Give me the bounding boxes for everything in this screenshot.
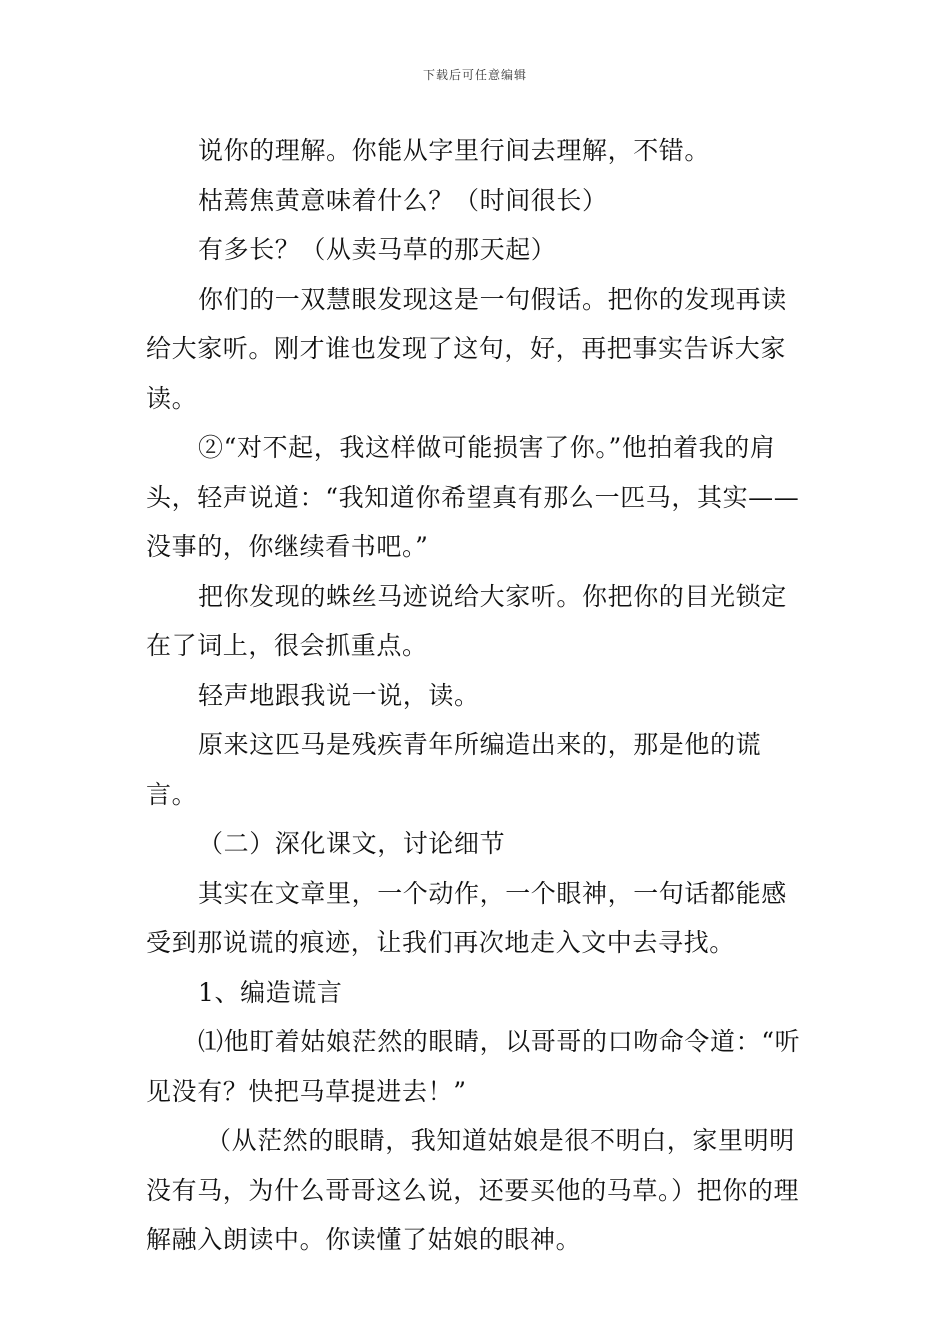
paragraph: （从茫然的眼睛，我知道姑娘是很不明白，家里明明没有马，为什么哥哥这么说，还要买他的马草。）把你的理解融入朗读中。你读懂了姑娘的眼神。 [146,1126,800,1254]
paragraph: ②“对不起，我这样做可能损害了你。”他拍着我的肩头，轻声说道：“我知道你希望真有那么一匹马，其实——没事的，你继续看书吧。” [146,433,800,561]
document-body [146,126,810,1265]
paragraph: 原来这匹马是残疾青年所编造出来的，那是他的谎言。 [146,730,762,809]
paragraph: 把你发现的蛛丝马迹说给大家听。你把你的目光锁定在了词上，很会抓重点。 [146,581,787,660]
paragraph: 说你的理解。你能从字里行间去理解，不错。 [198,136,711,165]
section-heading: （二）深化课文，讨论细节 [198,829,506,858]
paragraph: 枯蔫焦黄意味着什么？（时间很长） [198,185,608,215]
page-header-note: 下载后可任意编辑 [422,68,527,82]
paragraph: 其实在文章里，一个动作，一个眼神，一句话都能感受到那说谎的痕迹，让我们再次地走入文中去寻找。 [146,878,787,957]
paragraph: ⑴他盯着姑娘茫然的眼睛，以哥哥的口吻命令道：“听见没有？快把马草提进去！” [146,1027,801,1106]
paragraph: 有多长？（从卖马草的那天起） [198,235,557,264]
subsection-heading: 1、编造谎言 [198,977,343,1007]
paragraph: 轻声地跟我说一说，读。 [198,680,480,710]
paragraph: 你们的一双慧眼发现这是一句假话。把你的发现再读给大家听。刚才谁也发现了这句，好，再把事实告诉大家读。 [146,284,787,413]
